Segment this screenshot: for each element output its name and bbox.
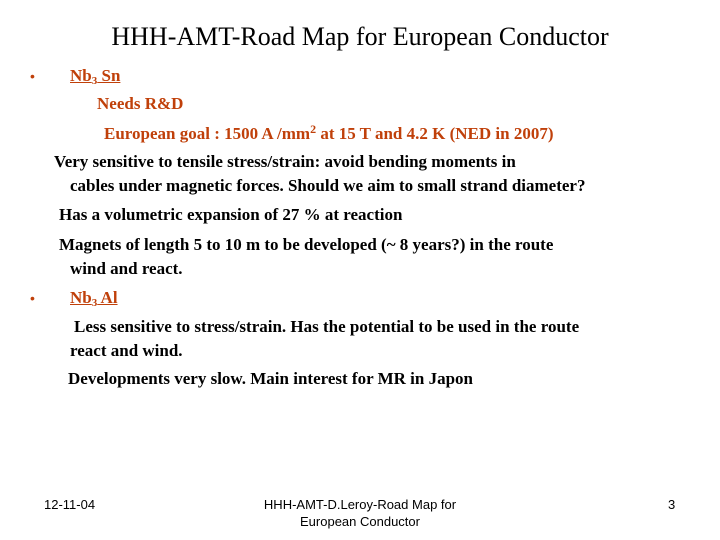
nb3sn-line-1: Very sensitive to tensile stress/strain: avoid bending moments in bbox=[54, 152, 516, 171]
nb3al-line-3: Developments very slow. Main interest for MR in Japon bbox=[68, 369, 473, 388]
heading-nb3al-tail: Al bbox=[97, 288, 118, 307]
footer-page-number: 3 bbox=[668, 497, 676, 512]
footer-center bbox=[230, 496, 490, 530]
bullet-nb3sn: • bbox=[30, 68, 35, 84]
heading-nb3sn-main: Nb bbox=[70, 66, 92, 85]
heading-nb3al-sub: 3 bbox=[91, 297, 98, 309]
heading-nb3sn-sub: 3 bbox=[91, 75, 98, 87]
nb3sn-needs: Needs R&D bbox=[97, 94, 184, 113]
heading-nb3sn bbox=[70, 66, 120, 86]
bullet-nb3al: • bbox=[30, 290, 35, 306]
heading-nb3sn-tail: Sn bbox=[97, 66, 121, 85]
nb3sn-line-2: cables under magnetic forces. Should we aim to small strand diameter? bbox=[70, 176, 586, 195]
nb3sn-line-3: Has a volumetric expansion of 27 % at reaction bbox=[59, 205, 403, 224]
nb3sn-goal bbox=[104, 124, 554, 144]
heading-nb3al-main: Nb bbox=[70, 288, 92, 307]
nb3sn-line-5: wind and react. bbox=[70, 259, 183, 278]
nb3al-line-1: Less sensitive to stress/strain. Has the potential to be used in the route bbox=[74, 317, 580, 336]
nb3al-line-2: react and wind. bbox=[70, 341, 183, 360]
nb3sn-goal-pre: European goal : 1500 A /mm bbox=[104, 124, 311, 143]
nb3sn-line-4: Magnets of length 5 to 10 m to be developed (~ 8 years?) in the route bbox=[59, 235, 554, 254]
footer-center-line-2: European Conductor bbox=[300, 514, 420, 529]
footer-date: 12-11-04 bbox=[44, 497, 96, 512]
nb3sn-goal-sup: 2 bbox=[310, 122, 317, 136]
footer-center-line-1: HHH-AMT-D.Leroy-Road Map for bbox=[263, 497, 457, 512]
slide-title: HHH-AMT-Road Map for European Conductor bbox=[111, 22, 609, 51]
heading-nb3al bbox=[70, 288, 118, 308]
nb3sn-goal-post: at 15 T and 4.2 K (NED in 2007) bbox=[316, 124, 554, 143]
